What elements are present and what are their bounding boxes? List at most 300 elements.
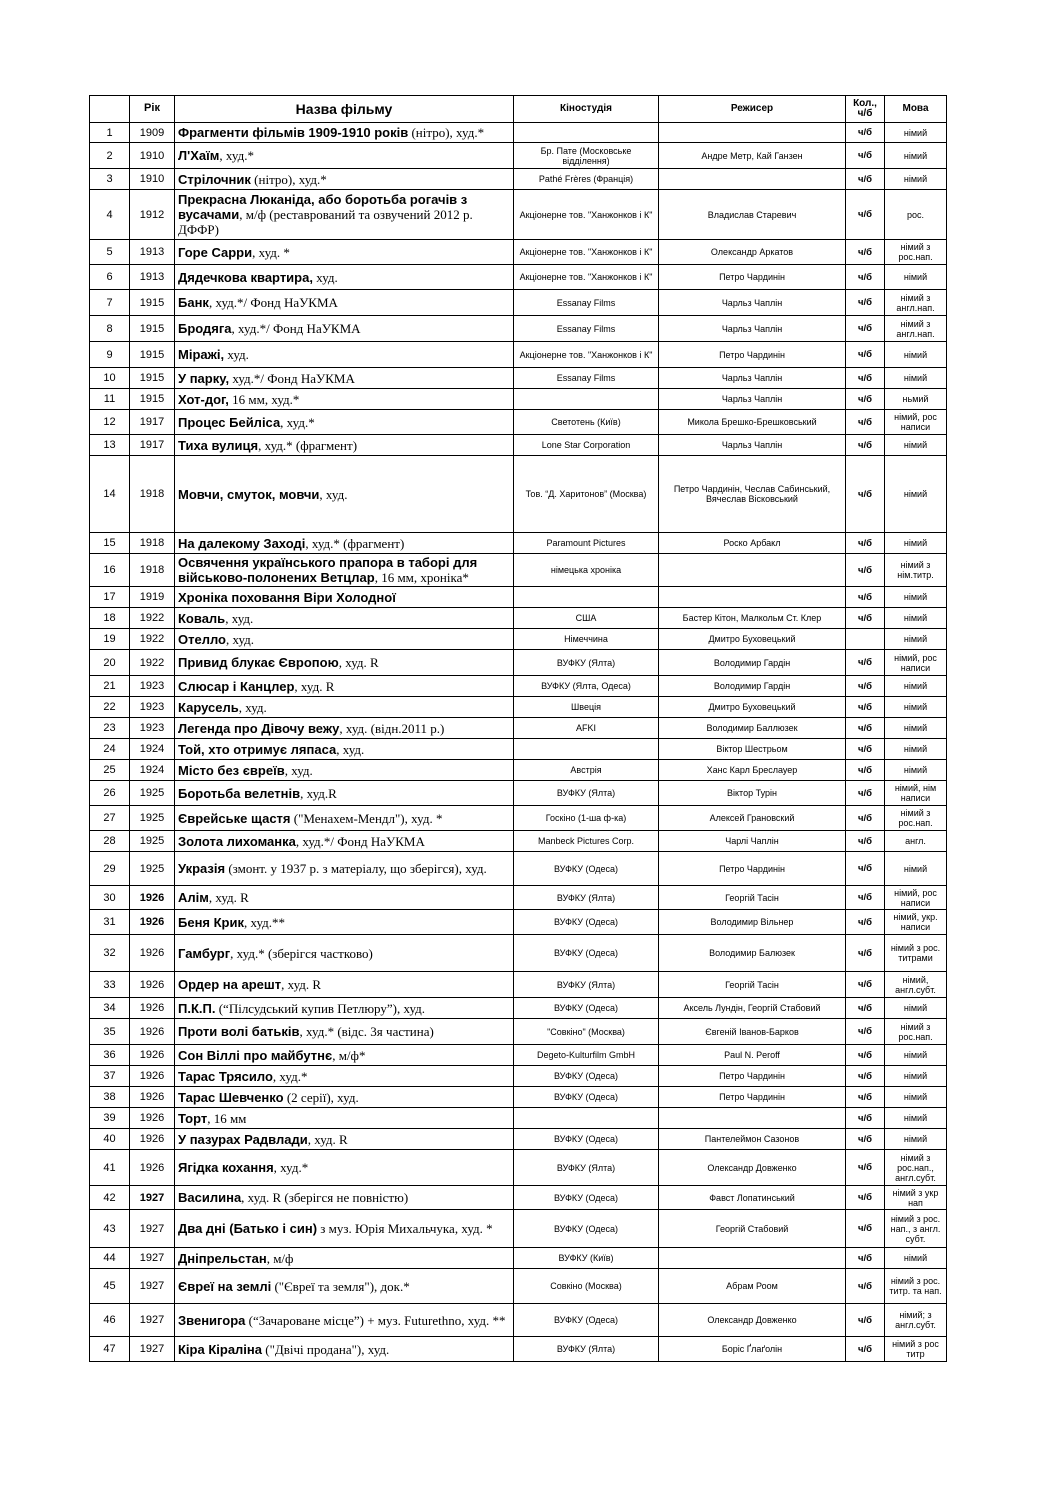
studio-cell: ВУФКУ (Одеса) — [514, 1087, 659, 1108]
table-row — [90, 781, 947, 806]
studio-cell: ВУФКУ (Одеса) — [514, 935, 659, 972]
row-number: 28 — [90, 831, 130, 852]
director-cell: Аксель Лундін, Георгій Стабовий — [659, 998, 846, 1019]
row-number: 18 — [90, 608, 130, 629]
film-title: Дніпрельстан — [178, 1250, 267, 1266]
header-no — [90, 96, 130, 123]
film-description: (“Зачароване місце”) + муз. Futurethno, худ. ** — [245, 1312, 506, 1328]
language-cell: німий, укр. написи — [885, 910, 947, 935]
row-number: 5 — [90, 240, 130, 265]
language-cell: ньмий — [885, 389, 947, 410]
year-cell: 1926 — [130, 972, 175, 998]
color-cell: ч/б — [846, 1150, 885, 1186]
table-row — [90, 169, 947, 190]
row-number: 38 — [90, 1087, 130, 1108]
film-title: Процес Бейліса — [178, 414, 281, 430]
table-row — [90, 806, 947, 831]
year-cell: 1909 — [130, 123, 175, 143]
film-description: , худ.* — [219, 148, 254, 163]
film-description: (2 серії), худ. — [283, 1089, 359, 1105]
color-cell: ч/б — [846, 1269, 885, 1304]
film-description: , худ.* — [272, 1068, 308, 1084]
director-cell: Віктор Шестрьом — [659, 739, 846, 760]
color-cell: ч/б — [846, 456, 885, 533]
table-row — [90, 831, 947, 852]
color-cell: ч/б — [846, 265, 885, 290]
header-year: Рік — [130, 96, 175, 123]
table-row — [90, 240, 947, 265]
title-cell — [175, 1210, 514, 1248]
title-cell — [175, 435, 514, 456]
director-cell: Боріс Ґлаґолін — [659, 1337, 846, 1362]
language-cell: німий з рос.нап. — [885, 1019, 947, 1045]
title-cell — [175, 629, 514, 650]
row-number: 20 — [90, 650, 130, 676]
row-number: 17 — [90, 587, 130, 608]
studio-cell — [514, 389, 659, 410]
header-studio: Кіностудія — [514, 96, 659, 123]
title-cell — [175, 290, 514, 316]
director-cell — [659, 123, 846, 143]
studio-cell: Акціонерне тов. "Ханжонков і К" — [514, 240, 659, 265]
film-title: Тарас Шевченко — [178, 1089, 284, 1105]
year-cell: 1927 — [130, 1269, 175, 1304]
director-cell: Андре Метр, Кай Ганзен — [659, 143, 846, 169]
table-row — [90, 389, 947, 410]
color-cell: ч/б — [846, 1186, 885, 1210]
film-description: , худ. * — [252, 244, 290, 260]
director-cell: Чарлі Чаплін — [659, 831, 846, 852]
director-cell: Петро Чардинін — [659, 1087, 846, 1108]
director-cell: Роско Арбакл — [659, 533, 846, 554]
row-number: 15 — [90, 533, 130, 554]
color-cell: ч/б — [846, 935, 885, 972]
year-cell: 1923 — [130, 697, 175, 718]
studio-cell: Manbeck Pictures Corp. — [514, 831, 659, 852]
director-cell: Чарльз Чаплін — [659, 290, 846, 316]
language-cell: німий; з англ.субт. — [885, 1304, 947, 1337]
color-cell: ч/б — [846, 1066, 885, 1087]
color-cell: ч/б — [846, 435, 885, 456]
studio-cell: ВУФКУ (Одеса) — [514, 1129, 659, 1150]
language-cell: німий — [885, 1066, 947, 1087]
director-cell: Микола Брешко-Брешковський — [659, 410, 846, 435]
year-cell: 1912 — [130, 190, 175, 240]
film-title: Тарас Трясило — [178, 1068, 273, 1084]
studio-cell: Швеція — [514, 697, 659, 718]
studio-cell: ВУФКУ (Ялта) — [514, 972, 659, 998]
language-cell: німий з рос. титрами — [885, 935, 947, 972]
studio-cell: ВУФКУ (Одеса) — [514, 852, 659, 886]
color-cell: ч/б — [846, 123, 885, 143]
film-title: Горе Сарри — [178, 244, 253, 260]
table-row — [90, 739, 947, 760]
film-description: , худ.R — [300, 785, 337, 801]
table-row — [90, 629, 947, 650]
language-cell: рос. — [885, 190, 947, 240]
director-cell: Петро Чардинін — [659, 265, 846, 290]
color-cell — [846, 629, 885, 650]
film-description: 16 мм, худ.* — [228, 391, 300, 407]
color-cell: ч/б — [846, 1210, 885, 1248]
year-cell: 1925 — [130, 806, 175, 831]
year-cell: 1926 — [130, 1150, 175, 1186]
director-cell: Чарльз Чаплін — [659, 316, 846, 342]
studio-cell: Бр. Пате (Московське відділення) — [514, 143, 659, 169]
year-cell: 1915 — [130, 290, 175, 316]
color-cell: ч/б — [846, 1248, 885, 1269]
color-cell: ч/б — [846, 410, 885, 435]
studio-cell: Госкіно (1-ша ф-ка) — [514, 806, 659, 831]
language-cell: німий — [885, 342, 947, 368]
studio-cell: Paramount Pictures — [514, 533, 659, 554]
year-cell: 1926 — [130, 1019, 175, 1045]
language-cell: німий — [885, 697, 947, 718]
film-title: У пазурах Радвлади — [178, 1131, 308, 1147]
title-cell — [175, 1304, 514, 1337]
title-cell — [175, 781, 514, 806]
film-title: Хроніка поховання Віри Холодної — [178, 589, 396, 605]
language-cell: німий з нім.титр. — [885, 554, 947, 587]
color-cell: ч/б — [846, 676, 885, 697]
film-description: (нітро), худ.* — [408, 125, 485, 140]
table-row — [90, 368, 947, 389]
title-cell — [175, 852, 514, 886]
director-cell: Чарльз Чаплін — [659, 389, 846, 410]
title-cell — [175, 998, 514, 1019]
table-row — [90, 1186, 947, 1210]
color-cell: ч/б — [846, 554, 885, 587]
film-title: Міражі, — [178, 347, 225, 362]
year-cell: 1918 — [130, 456, 175, 533]
film-description: , худ. R — [208, 890, 249, 905]
table-row — [90, 676, 947, 697]
director-cell: Володимир Баллюзек — [659, 718, 846, 739]
film-title: Легенда про Дівочу вежу — [178, 720, 340, 736]
director-cell: Абрам Роом — [659, 1269, 846, 1304]
studio-cell: Essanay Films — [514, 290, 659, 316]
table-row — [90, 1129, 947, 1150]
table-row — [90, 697, 947, 718]
director-cell: Петро Чардинін — [659, 852, 846, 886]
table-row — [90, 342, 947, 368]
title-cell — [175, 739, 514, 760]
title-cell — [175, 554, 514, 587]
title-cell — [175, 886, 514, 910]
row-number: 30 — [90, 886, 130, 910]
language-cell: німий — [885, 435, 947, 456]
director-cell: Петро Чардинін — [659, 342, 846, 368]
film-description: , м/ф (реставрований та озвучений 2012 р. ДФФР) — [178, 207, 473, 237]
studio-cell: ВУФКУ (Одеса) — [514, 1304, 659, 1337]
year-cell: 1918 — [130, 533, 175, 554]
color-cell: ч/б — [846, 1087, 885, 1108]
language-cell: німий з рос.нап., англ.субт. — [885, 1150, 947, 1186]
title-cell — [175, 316, 514, 342]
director-cell: Євгеній Іванов-Барков — [659, 1019, 846, 1045]
film-title: Коваль — [178, 610, 226, 626]
language-cell: німий — [885, 1045, 947, 1066]
year-cell: 1922 — [130, 650, 175, 676]
film-title: Місто без євреїв — [178, 762, 285, 778]
language-cell: німий — [885, 123, 947, 143]
studio-cell: ВУФКУ (Ялта) — [514, 1337, 659, 1362]
studio-cell: ВУФКУ (Київ) — [514, 1248, 659, 1269]
language-cell: німий — [885, 533, 947, 554]
studio-cell: ВУФКУ (Ялта) — [514, 1150, 659, 1186]
studio-cell — [514, 1108, 659, 1129]
color-cell: ч/б — [846, 998, 885, 1019]
title-cell — [175, 190, 514, 240]
director-cell — [659, 1248, 846, 1269]
table-row — [90, 587, 947, 608]
color-cell: ч/б — [846, 1019, 885, 1045]
table-row — [90, 456, 947, 533]
film-title: Тиха вулиця — [178, 437, 259, 453]
title-cell — [175, 1150, 514, 1186]
title-cell — [175, 123, 514, 143]
film-title: Отелло — [178, 631, 226, 647]
studio-cell: "Совкіно" (Москва) — [514, 1019, 659, 1045]
table-row — [90, 123, 947, 143]
title-cell — [175, 389, 514, 410]
language-cell: німий з рос. титр. та нап. — [885, 1269, 947, 1304]
director-cell — [659, 554, 846, 587]
color-cell: ч/б — [846, 781, 885, 806]
year-cell: 1913 — [130, 240, 175, 265]
language-cell: німий — [885, 1108, 947, 1129]
film-description: (нітро), худ.* — [250, 171, 327, 187]
title-cell — [175, 910, 514, 935]
director-cell: Георгій Тасін — [659, 886, 846, 910]
film-description: , худ.*/ Фонд НаУКМА — [231, 321, 361, 336]
table-row — [90, 1337, 947, 1362]
color-cell: ч/б — [846, 972, 885, 998]
studio-cell: ВУФКУ (Одеса) — [514, 1210, 659, 1248]
film-description: , худ.* (фрагмент) — [305, 535, 405, 551]
year-cell: 1927 — [130, 1304, 175, 1337]
table-row — [90, 265, 947, 290]
color-cell: ч/б — [846, 587, 885, 608]
film-title: У парку, — [178, 370, 230, 386]
film-title: Беня Крик — [178, 914, 244, 930]
studio-cell: Lone Star Corporation — [514, 435, 659, 456]
table-row — [90, 852, 947, 886]
row-number: 47 — [90, 1337, 130, 1362]
title-cell — [175, 342, 514, 368]
film-title: На далекому Заході — [178, 535, 306, 551]
title-cell — [175, 1186, 514, 1210]
table-row — [90, 410, 947, 435]
film-title: Л'Хаїм — [178, 148, 220, 163]
film-title: Кіра Кіраліна — [178, 1341, 262, 1357]
language-cell: німий, нім написи — [885, 781, 947, 806]
film-description: , худ. (відн.2011 р.) — [339, 720, 445, 736]
title-cell — [175, 1066, 514, 1087]
film-title: Два дні (Батько і син) — [178, 1221, 318, 1236]
row-number: 36 — [90, 1045, 130, 1066]
language-cell: німий, рос написи — [885, 886, 947, 910]
row-number: 8 — [90, 316, 130, 342]
row-number: 9 — [90, 342, 130, 368]
language-cell: німий — [885, 718, 947, 739]
language-cell: німий з рос. нап., з англ. субт. — [885, 1210, 947, 1248]
table-row — [90, 533, 947, 554]
film-description: , худ. R — [294, 678, 335, 694]
language-cell: англ. — [885, 831, 947, 852]
title-cell — [175, 143, 514, 169]
row-number: 7 — [90, 290, 130, 316]
color-cell: ч/б — [846, 1108, 885, 1129]
year-cell: 1926 — [130, 886, 175, 910]
year-cell: 1926 — [130, 998, 175, 1019]
film-description: , худ. — [284, 762, 313, 778]
color-cell: ч/б — [846, 1337, 885, 1362]
film-title: Слюсар і Канцлер — [178, 678, 295, 694]
row-number: 43 — [90, 1210, 130, 1248]
film-description: , худ. — [225, 610, 254, 626]
title-cell — [175, 608, 514, 629]
title-cell — [175, 410, 514, 435]
director-cell: Ханс Карл Бреслауер — [659, 760, 846, 781]
row-number: 3 — [90, 169, 130, 190]
color-cell: ч/б — [846, 533, 885, 554]
director-cell — [659, 169, 846, 190]
director-cell: Петро Чардинін, Чеслав Сабинський, Вячеслав Вісковський — [659, 456, 846, 533]
language-cell: німий — [885, 143, 947, 169]
year-cell: 1910 — [130, 169, 175, 190]
director-cell: Петро Чардинін — [659, 1066, 846, 1087]
header-director: Режисер — [659, 96, 846, 123]
film-table-body — [90, 123, 947, 1362]
film-title: Звенигора — [178, 1312, 246, 1328]
row-number: 42 — [90, 1186, 130, 1210]
film-description: , худ.* (зберігся частково) — [230, 945, 373, 961]
title-cell — [175, 1087, 514, 1108]
row-number: 14 — [90, 456, 130, 533]
director-cell: Олександр Довженко — [659, 1150, 846, 1186]
year-cell: 1925 — [130, 852, 175, 886]
color-cell: ч/б — [846, 608, 885, 629]
studio-cell: США — [514, 608, 659, 629]
studio-cell: ВУФКУ (Ялта) — [514, 886, 659, 910]
color-cell: ч/б — [846, 718, 885, 739]
film-description: худ. — [224, 347, 249, 362]
title-cell — [175, 760, 514, 781]
title-cell — [175, 1248, 514, 1269]
studio-cell: Совкіно (Москва) — [514, 1269, 659, 1304]
language-cell: німий — [885, 739, 947, 760]
film-title: Освячення українського прапора в таборі для військово-полонених Ветцлар — [178, 555, 478, 585]
table-row — [90, 190, 947, 240]
language-cell: німий, рос написи — [885, 410, 947, 435]
director-cell: Георгій Стабовий — [659, 1210, 846, 1248]
year-cell: 1915 — [130, 389, 175, 410]
director-cell: Владислав Старевич — [659, 190, 846, 240]
title-cell — [175, 1337, 514, 1362]
director-cell: Олександр Довженко — [659, 1304, 846, 1337]
director-cell — [659, 1108, 846, 1129]
color-cell: ч/б — [846, 290, 885, 316]
film-description: худ. — [312, 269, 338, 285]
row-number: 24 — [90, 739, 130, 760]
language-cell: німий з рос.нап. — [885, 806, 947, 831]
film-title: Той, хто отримує ляпаса — [178, 741, 337, 757]
film-description: , м/ф — [266, 1250, 294, 1266]
year-cell: 1918 — [130, 554, 175, 587]
table-row — [90, 1066, 947, 1087]
year-cell: 1924 — [130, 760, 175, 781]
studio-cell: Светотень (Київ) — [514, 410, 659, 435]
year-cell: 1919 — [130, 587, 175, 608]
table-row — [90, 1150, 947, 1186]
year-cell: 1923 — [130, 676, 175, 697]
film-description: , худ.** — [244, 914, 286, 930]
studio-cell: Акціонерне тов. "Ханжонков і К" — [514, 265, 659, 290]
film-description: (змонт. у 1937 р. з матеріалу, що зберігся), худ. — [225, 861, 487, 876]
row-number: 32 — [90, 935, 130, 972]
title-cell — [175, 456, 514, 533]
director-cell: Олександр Аркатов — [659, 240, 846, 265]
film-description: , худ.*/ Фонд НаУКМА — [295, 833, 425, 849]
table-row — [90, 1210, 947, 1248]
year-cell: 1926 — [130, 1129, 175, 1150]
year-cell: 1915 — [130, 316, 175, 342]
studio-cell: ВУФКУ (Ялта) — [514, 650, 659, 676]
studio-cell: Німеччина — [514, 629, 659, 650]
director-cell: Дмитро Буховецький — [659, 697, 846, 718]
color-cell: ч/б — [846, 316, 885, 342]
language-cell: німий — [885, 998, 947, 1019]
table-row — [90, 886, 947, 910]
film-description: ("Менахем-Мендл"), худ. * — [290, 810, 443, 826]
film-title: Банк — [178, 295, 209, 310]
director-cell: Чарльз Чаплін — [659, 435, 846, 456]
year-cell: 1924 — [130, 739, 175, 760]
language-cell: німий — [885, 169, 947, 190]
language-cell: німий з рос.нап. — [885, 240, 947, 265]
film-title: Привид блукає Європою — [178, 655, 339, 670]
director-cell: Paul N. Peroff — [659, 1045, 846, 1066]
table-row — [90, 650, 947, 676]
language-cell: німий — [885, 265, 947, 290]
title-cell — [175, 368, 514, 389]
director-cell: Володимир Вільнер — [659, 910, 846, 935]
year-cell: 1913 — [130, 265, 175, 290]
film-description: , м/ф* — [332, 1047, 366, 1063]
table-row — [90, 1248, 947, 1269]
film-description: з муз. Юрія Михальчука, худ. * — [317, 1221, 493, 1236]
header-color: Кол., ч/б — [846, 96, 885, 123]
color-cell: ч/б — [846, 697, 885, 718]
film-title: Ягідка кохання — [178, 1160, 274, 1175]
table-row — [90, 910, 947, 935]
film-title: Прекрасна Люканіда, або боротьба рогачів з вусачами — [178, 192, 468, 222]
film-description: , 16 мм — [207, 1110, 247, 1126]
film-description: худ.*/ Фонд НаУКМА — [229, 370, 355, 386]
table-row — [90, 972, 947, 998]
studio-cell — [514, 739, 659, 760]
film-table — [89, 95, 947, 1362]
table-row — [90, 1019, 947, 1045]
title-cell — [175, 718, 514, 739]
studio-cell: Тов. “Д. Харитонов” (Москва) — [514, 456, 659, 533]
row-number: 33 — [90, 972, 130, 998]
color-cell: ч/б — [846, 389, 885, 410]
row-number: 13 — [90, 435, 130, 456]
director-cell: Чарльз Чаплін — [659, 368, 846, 389]
title-cell — [175, 831, 514, 852]
